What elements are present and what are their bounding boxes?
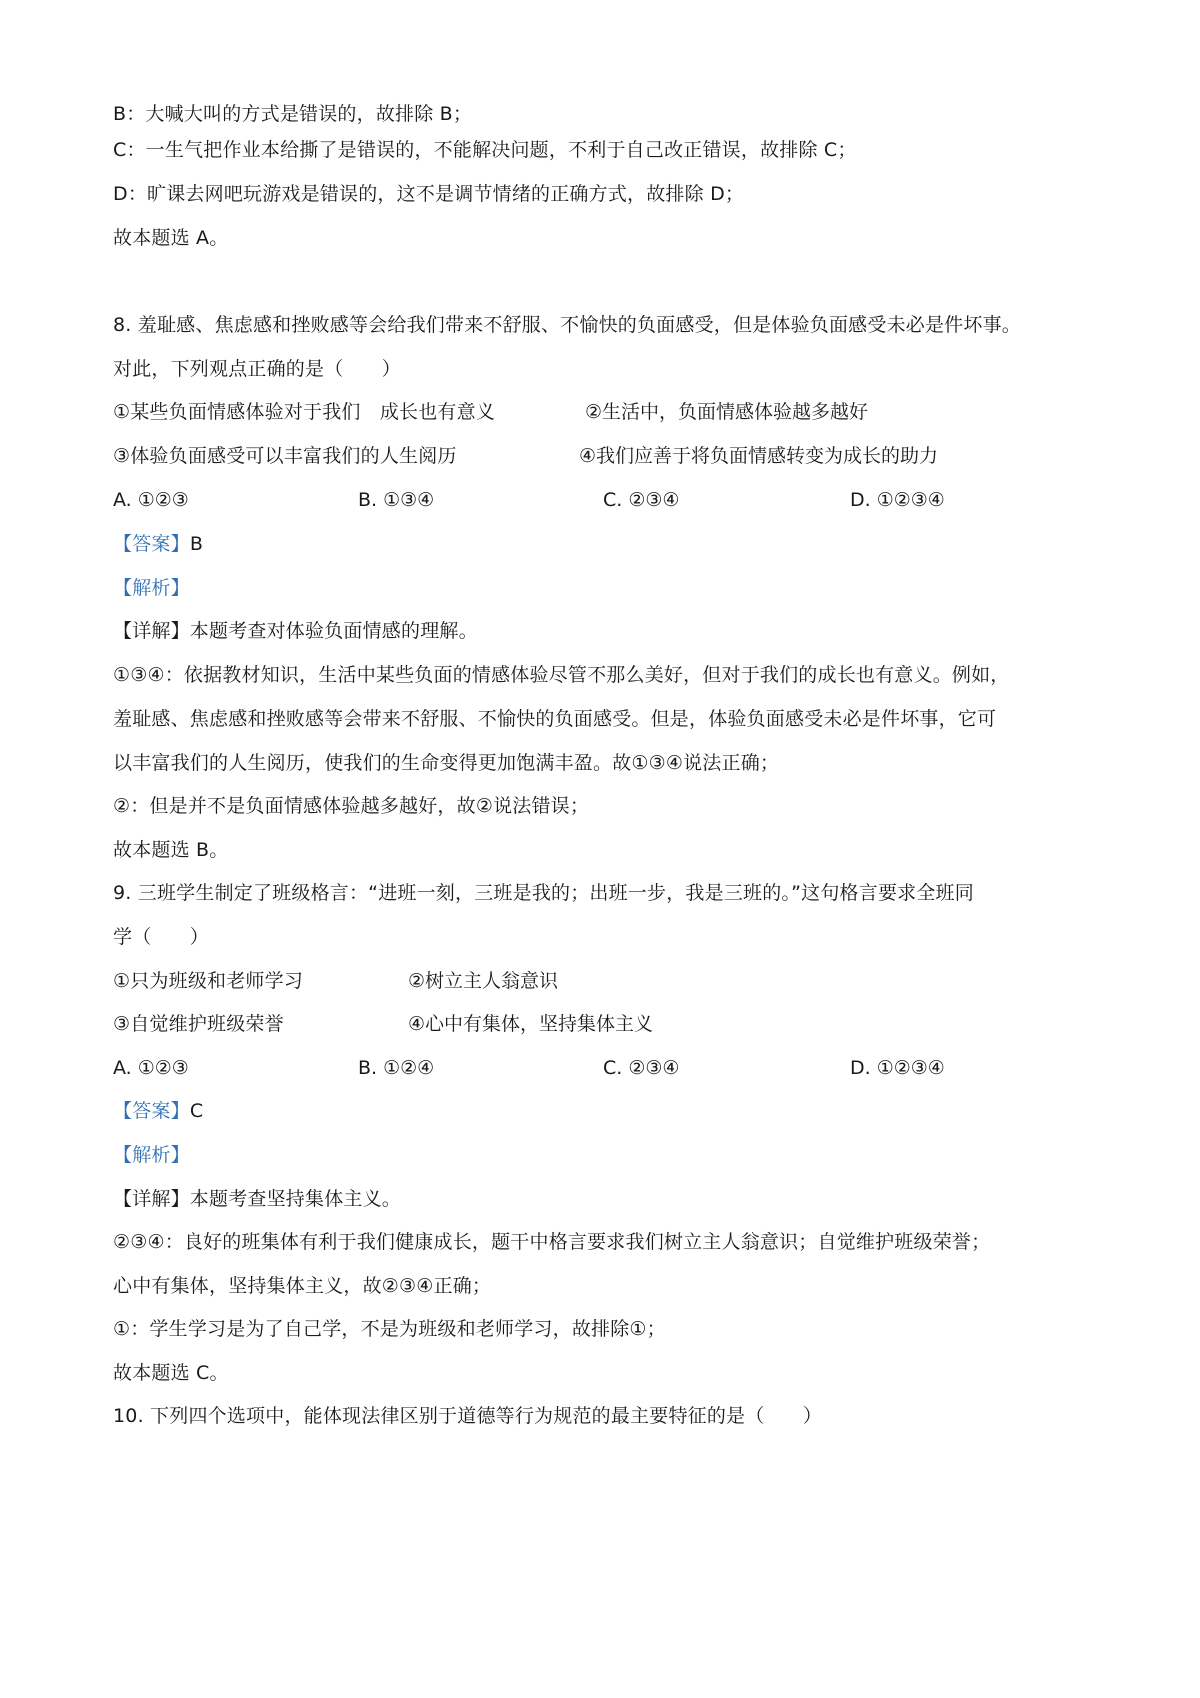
q9-answer <box>113 1097 203 1125</box>
q9-explain2: 心中有集体，坚持集体主义，故②③④正确； <box>113 1275 492 1297</box>
q9-detail: 【详解】本题考查坚持集体主义。 <box>113 1188 402 1210</box>
q8-conclusion: 故本题选 B。 <box>113 839 229 861</box>
prev-conclusion: 故本题选 A。 <box>113 227 229 249</box>
q8-analysis-tag: 【解析】 <box>113 577 190 599</box>
q8-option-c: C. ②③④ <box>603 489 680 511</box>
q8-option-a: A. ①②③ <box>113 489 189 511</box>
q9-answer-value: C <box>189 1100 204 1122</box>
q8-stem-line2: 对此，下列观点正确的是（ ） <box>113 358 402 380</box>
q8-answer-tag: 【答案】 <box>113 533 190 555</box>
q9-explain1: ②③④：良好的班集体有利于我们健康成长，题干中格言要求我们树立主人翁意识；自觉维护班级荣誉； <box>113 1231 991 1253</box>
q9-stem-line1: 9. 三班学生制定了班级格言：“进班一刻，三班是我的；出班一步，我是三班的。”这句格言要求全班同 <box>113 882 974 904</box>
q9-statement4: ④心中有集体，坚持集体主义 <box>408 1013 654 1035</box>
q9-option-c: C. ②③④ <box>603 1057 680 1079</box>
q9-statement2: ②树立主人翁意识 <box>408 970 559 992</box>
q8-answer <box>113 530 203 558</box>
q9-conclusion: 故本题选 C。 <box>113 1362 229 1384</box>
q9-stem-line2: 学（ ） <box>113 926 210 948</box>
q8-explain2: 羞耻感、焦虑感和挫败感等会带来不舒服、不愉快的负面感受。但是，体验负面感受未必是件坏事，它可 <box>113 708 997 730</box>
prev-explanation-b: B：大喊大叫的方式是错误的，故排除 B； <box>113 103 473 125</box>
q8-statement4: ④我们应善于将负面情感转变为成长的助力 <box>579 445 939 467</box>
prev-explanation-d: D：旷课去网吧玩游戏是错误的，这不是调节情绪的正确方式，故排除 D； <box>113 183 745 205</box>
q9-answer-tag: 【答案】 <box>113 1100 190 1122</box>
q8-statement1: ①某些负面情感体验对于我们 成长也有意义 <box>113 401 496 423</box>
q8-stem-line1: 8. 羞耻感、焦虑感和挫败感等会给我们带来不舒服、不愉快的负面感受，但是体验负面感受未必是件坏事。 <box>113 314 1021 336</box>
q9-option-b: B. ①②④ <box>358 1057 435 1079</box>
q9-option-d: D. ①②③④ <box>850 1057 945 1079</box>
prev-explanation-c: C：一生气把作业本给撕了是错误的，不能解决问题，不利于自己改正错误，故排除 C； <box>113 139 857 161</box>
q8-answer-value: B <box>189 533 204 555</box>
q8-explain4: ②：但是并不是负面情感体验越多越好，故②说法错误； <box>113 795 590 817</box>
q9-option-a: A. ①②③ <box>113 1057 189 1079</box>
q9-statement3: ③自觉维护班级荣誉 <box>113 1013 284 1035</box>
q8-option-b: B. ①③④ <box>358 489 435 511</box>
q9-statement1: ①只为班级和老师学习 <box>113 970 304 992</box>
q8-explain1: ①③④：依据教材知识，生活中某些负面的情感体验尽管不那么美好，但对于我们的成长也有意义。例如， <box>113 664 1010 686</box>
q8-statement3: ③体验负面感受可以丰富我们的人生阅历 <box>113 445 457 467</box>
q8-explain3: 以丰富我们的人生阅历，使我们的生命变得更加饱满丰盈。故①③④说法正确； <box>113 752 780 774</box>
q8-option-d: D. ①②③④ <box>850 489 945 511</box>
q9-analysis-tag: 【解析】 <box>113 1144 190 1166</box>
q9-explain3: ①：学生学习是为了自己学，不是为班级和老师学习，故排除①； <box>113 1318 666 1340</box>
q8-detail: 【详解】本题考查对体验负面情感的理解。 <box>113 620 478 642</box>
q10-stem-line1: 10. 下列四个选项中，能体现法律区别于道德等行为规范的最主要特征的是（ ） <box>113 1405 823 1427</box>
q8-statement2: ②生活中，负面情感体验越多越好 <box>585 401 869 423</box>
